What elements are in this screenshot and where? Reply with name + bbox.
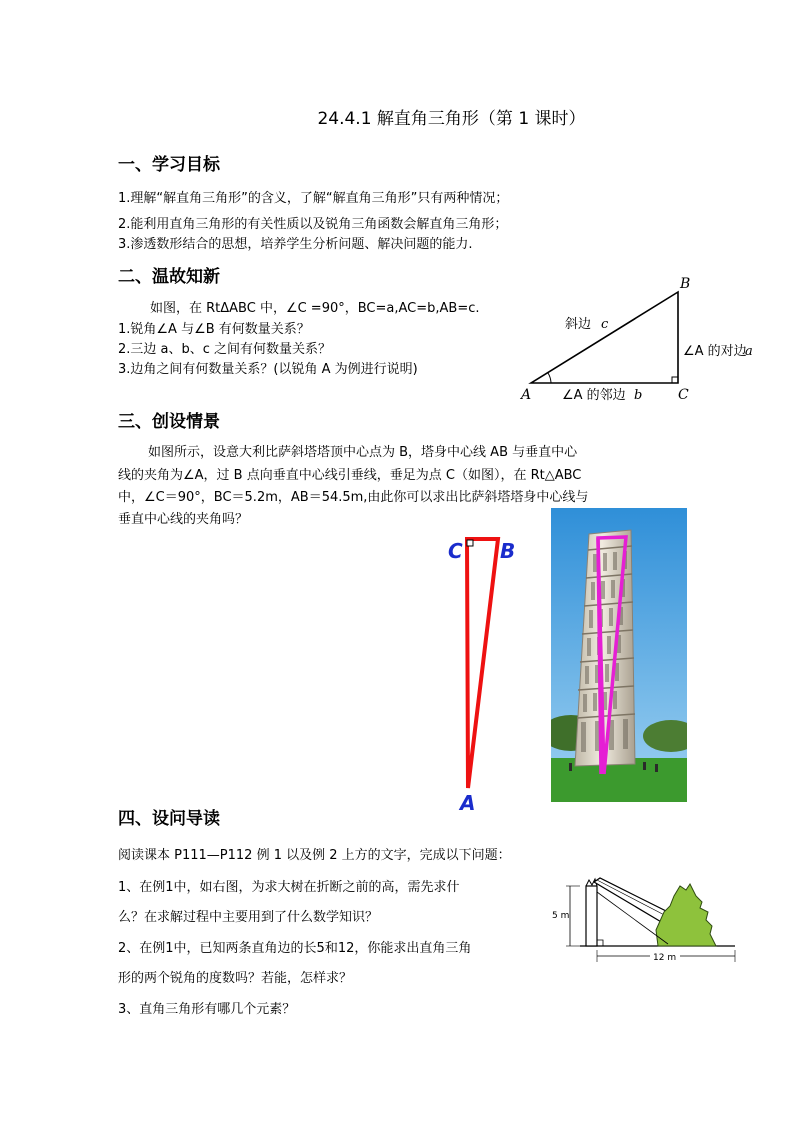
right-angle-mark	[467, 540, 473, 546]
section-heading-goals: 一、学习目标	[118, 155, 220, 175]
scenario-line-4: 垂直中心线的夹角吗？	[118, 512, 249, 527]
page-title: 24.4.1 解直角三角形（第 1 课时）	[317, 109, 586, 129]
review-question-2: 2.三边 a、b、c 之间有何数量关系？	[118, 342, 332, 357]
tree-trunk	[586, 886, 597, 946]
scenario-line-1: 如图所示，设意大利比萨斜塔塔顶中心点为 B，塔身中心线 AB 与垂直中心	[148, 445, 578, 460]
scenario-line-3: 中，∠C＝90°，BC＝5.2m，AB＝54.5m,由此你可以求出比萨斜塔塔身中心线与	[118, 490, 589, 505]
vertex-c-label: C	[678, 387, 689, 403]
adjacent-side-var: b	[634, 388, 643, 403]
red-triangle	[467, 539, 498, 788]
goal-line-3: 3.渗透数形结合的思想，培养学生分析问题、解决问题的能力.	[118, 237, 473, 252]
reading-question-1a: 1、在例1中，如右图，为求大树在折断之前的高，需先求什	[118, 880, 460, 895]
leaning-tower-photo	[551, 508, 687, 802]
section-heading-review: 二、温故知新	[118, 267, 220, 287]
right-angle-mark	[672, 377, 678, 383]
adjacent-side-label: ∠A 的邻边	[562, 388, 626, 403]
vertex-a-label: A	[460, 791, 476, 815]
reading-question-2a: 2、在例1中，已知两条直角边的长5和12，你能求出直角三角	[118, 941, 472, 956]
vertex-a-label: A	[521, 387, 532, 403]
goal-line-2: 2.能利用直角三角形的有关性质以及锐角三角函数会解直角三角形；	[118, 217, 508, 232]
scenario-line-2: 线的夹角为∠A，过 B 点向垂直中心线引垂线，垂足为点 C（如图），在 Rt△ABC	[118, 468, 582, 483]
review-intro: 如图，在 RtΔABC 中，∠C =90°，BC=a,AC=b,AB=c.	[150, 301, 480, 316]
reading-question-3: 3、直角三角形有哪几个元素？	[118, 1002, 296, 1017]
right-triangle-figure	[515, 270, 755, 410]
vertex-b-label: B	[500, 539, 516, 563]
review-question-1: 1.锐角∠A 与∠B 有何数量关系？	[118, 322, 310, 337]
section-heading-scenario: 三、创设情景	[118, 412, 220, 432]
reading-intro: 阅读课本 P111—P112 例 1 以及例 2 上方的文字，完成以下问题：	[118, 848, 511, 863]
hypotenuse-var: c	[601, 317, 609, 332]
section-heading-guided-reading: 四、设问导读	[118, 809, 220, 829]
height-label: 5 m	[552, 911, 570, 921]
broken-tree-figure	[550, 868, 750, 968]
review-question-3: 3.边角之间有何数量关系？(以锐角 A 为例进行说明)	[118, 362, 418, 377]
tower-triangle-diagram	[440, 530, 530, 820]
reading-question-1b: 么？在求解过程中主要用到了什么数学知识？	[118, 910, 379, 925]
triangle-abc	[531, 292, 678, 383]
hypotenuse-label: 斜边	[565, 317, 592, 332]
opposite-side-var: a	[745, 344, 753, 359]
tree-foliage	[656, 884, 716, 946]
vertex-b-label: B	[680, 276, 691, 292]
reading-question-2b: 形的两个锐角的度数吗？若能，怎样求？	[118, 971, 353, 986]
opposite-side-label: ∠A 的对边	[683, 344, 747, 359]
base-label: 12 m	[653, 953, 677, 963]
goal-line-1: 1.理解“解直角三角形”的含义，了解“解直角三角形”只有两种情况；	[118, 191, 509, 206]
angle-a-arc	[548, 373, 551, 383]
vertex-c-label: C	[448, 539, 463, 563]
